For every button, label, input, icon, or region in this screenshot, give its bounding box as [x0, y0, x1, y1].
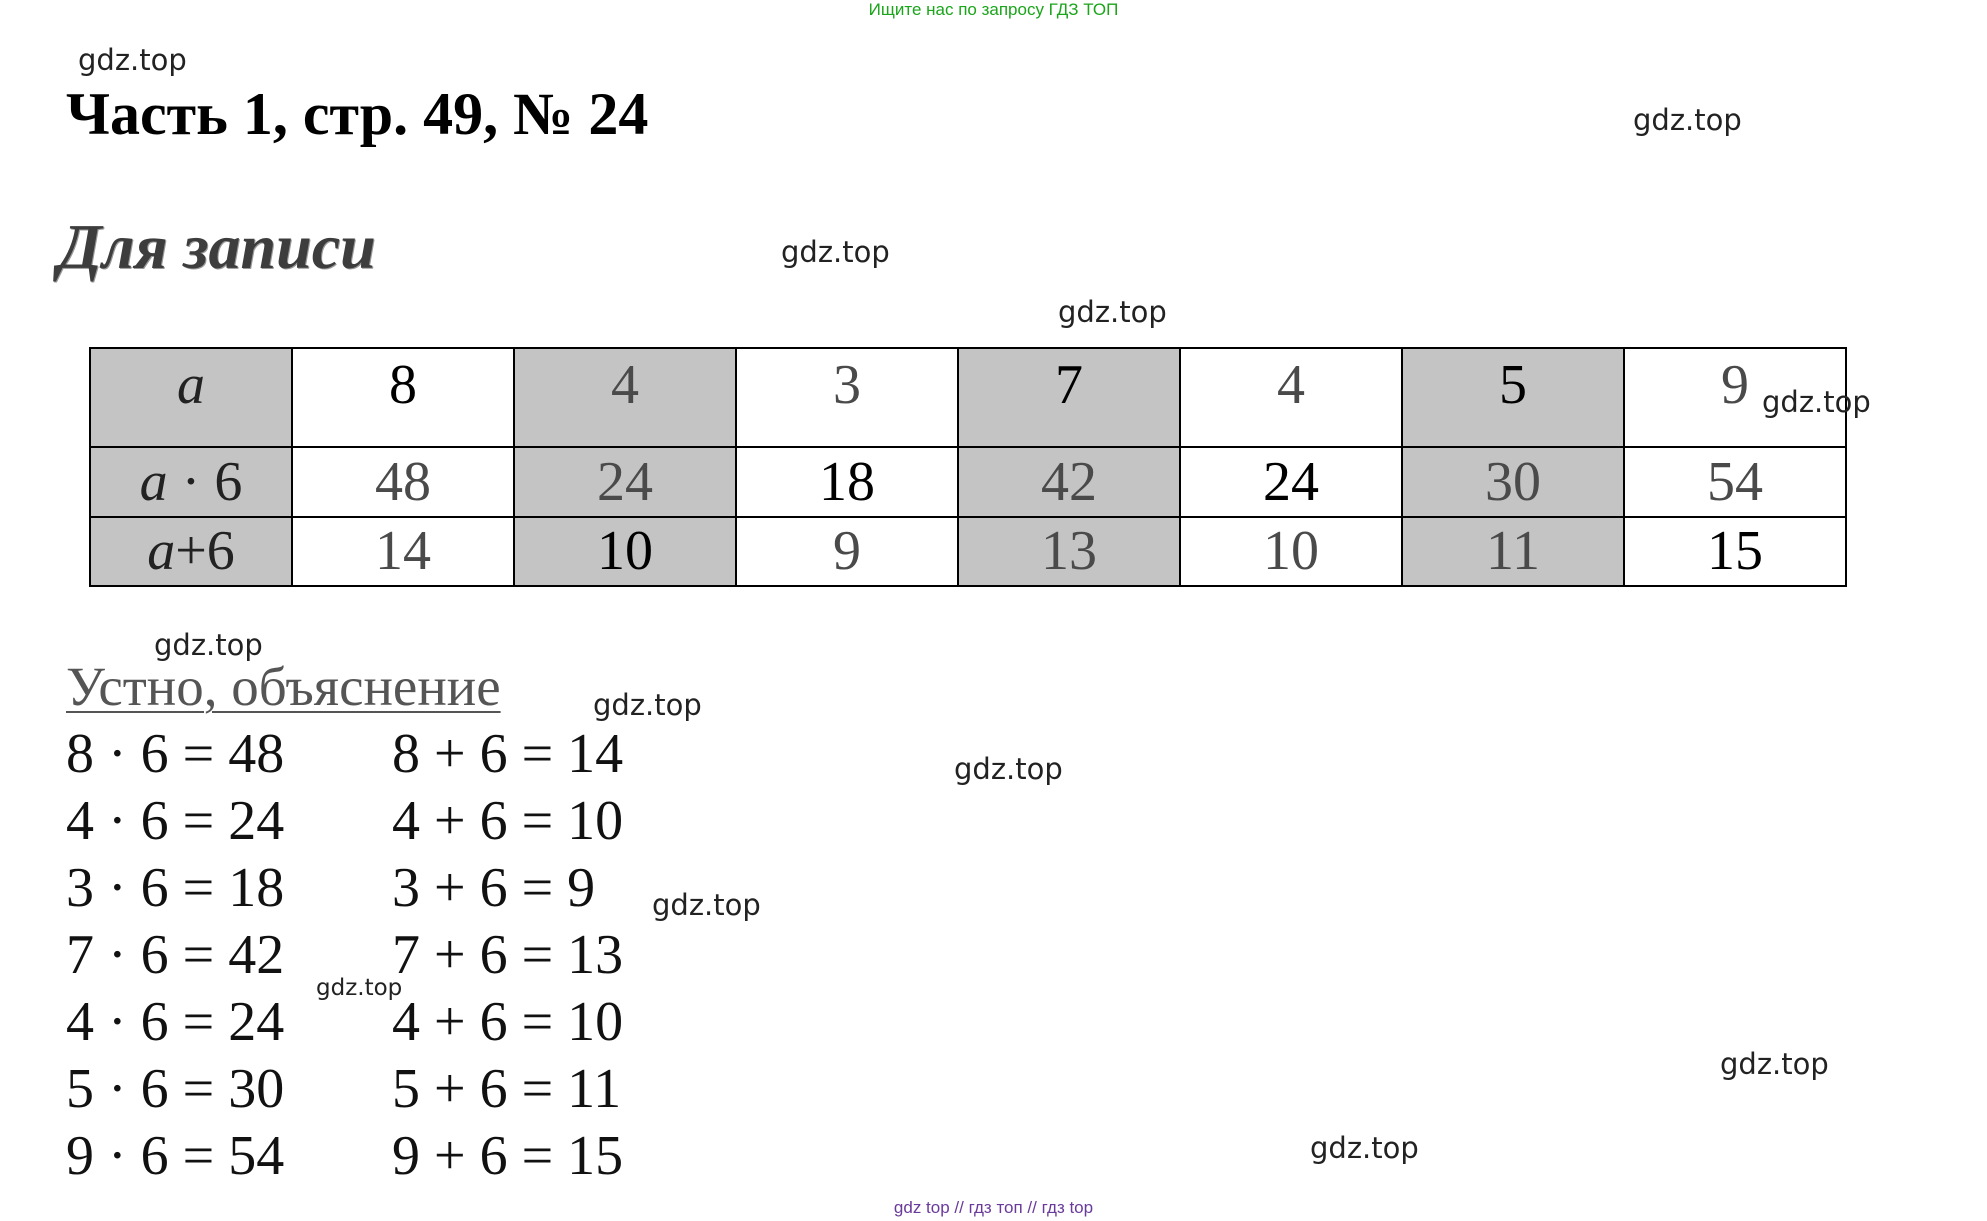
table-cell: 10 [514, 517, 736, 586]
row-label [90, 348, 292, 447]
equation-mul: 4 · 6 = 24 [66, 790, 285, 852]
table-cell: 15 [1624, 517, 1846, 586]
equation-mul: 9 · 6 = 54 [66, 1125, 285, 1187]
row-label [90, 447, 292, 516]
watermark: gdz.top [954, 752, 1063, 786]
watermark: gdz.top [1058, 295, 1167, 329]
table-cell: 5 [1402, 348, 1624, 447]
equation-add: 4 + 6 = 10 [392, 991, 624, 1053]
table-cell: 8 [292, 348, 514, 447]
table-cell: 10 [1180, 517, 1402, 586]
equation-add: 3 + 6 = 9 [392, 857, 596, 919]
equation-add: 8 + 6 = 14 [392, 723, 624, 785]
watermark: gdz.top [78, 43, 187, 77]
watermark: gdz.top [154, 628, 263, 662]
watermark: gdz.top [593, 688, 702, 722]
table-cell: 4 [514, 348, 736, 447]
table-row [90, 447, 1846, 516]
table-cell: 14 [292, 517, 514, 586]
watermark: gdz.top [1633, 103, 1742, 137]
equation-add: 7 + 6 = 13 [392, 924, 624, 986]
table-cell: 9 [1624, 348, 1846, 447]
table-cell: 24 [514, 447, 736, 516]
record-heading: Для записи [58, 211, 376, 282]
footer-links[interactable]: gdz top // гдз топ // гдз top [893, 1198, 1094, 1217]
table-cell: 54 [1624, 447, 1846, 516]
values-table [89, 347, 1847, 587]
watermark: gdz.top [1310, 1131, 1419, 1165]
equation-add: 4 + 6 = 10 [392, 790, 624, 852]
watermark: gdz.top [652, 888, 761, 922]
equation-mul: 4 · 6 = 24 [66, 991, 285, 1053]
equation-mul: 5 · 6 = 30 [66, 1058, 285, 1120]
search-banner: Ищите нас по запросу ГДЗ ТОП [868, 0, 1119, 19]
table-cell: 24 [1180, 447, 1402, 516]
watermark: gdz.top [781, 235, 890, 269]
oral-heading: Устно, объяснение [66, 656, 501, 717]
row-label-rest: +6 [175, 520, 235, 583]
row-label-var: a [147, 520, 176, 583]
table-cell: 18 [736, 447, 958, 516]
watermark: gdz.top [316, 975, 403, 1001]
watermark: gdz.top [1720, 1047, 1829, 1081]
equation-add: 5 + 6 = 11 [392, 1058, 622, 1120]
table-cell: 11 [1402, 517, 1624, 586]
equation-add: 9 + 6 = 15 [392, 1125, 624, 1187]
table-cell: 9 [736, 517, 958, 586]
table-cell: 3 [736, 348, 958, 447]
watermark: gdz.top [1762, 385, 1871, 419]
table-row [90, 348, 1846, 447]
row-label-rest: · 6 [167, 451, 243, 514]
equation-mul: 8 · 6 = 48 [66, 723, 285, 785]
equation-mul: 3 · 6 = 18 [66, 857, 285, 919]
table-cell: 48 [292, 447, 514, 516]
table-row [90, 517, 1846, 586]
row-label [90, 517, 292, 586]
table-cell: 42 [958, 447, 1180, 516]
table-cell: 7 [958, 348, 1180, 447]
table-cell: 4 [1180, 348, 1402, 447]
table-cell: 13 [958, 517, 1180, 586]
table-cell: 30 [1402, 447, 1624, 516]
row-label-var: a [177, 354, 205, 416]
equation-mul: 7 · 6 = 42 [66, 924, 285, 986]
page-title: Часть 1, стр. 49, № 24 [66, 81, 649, 147]
row-label-var: a [139, 451, 168, 514]
